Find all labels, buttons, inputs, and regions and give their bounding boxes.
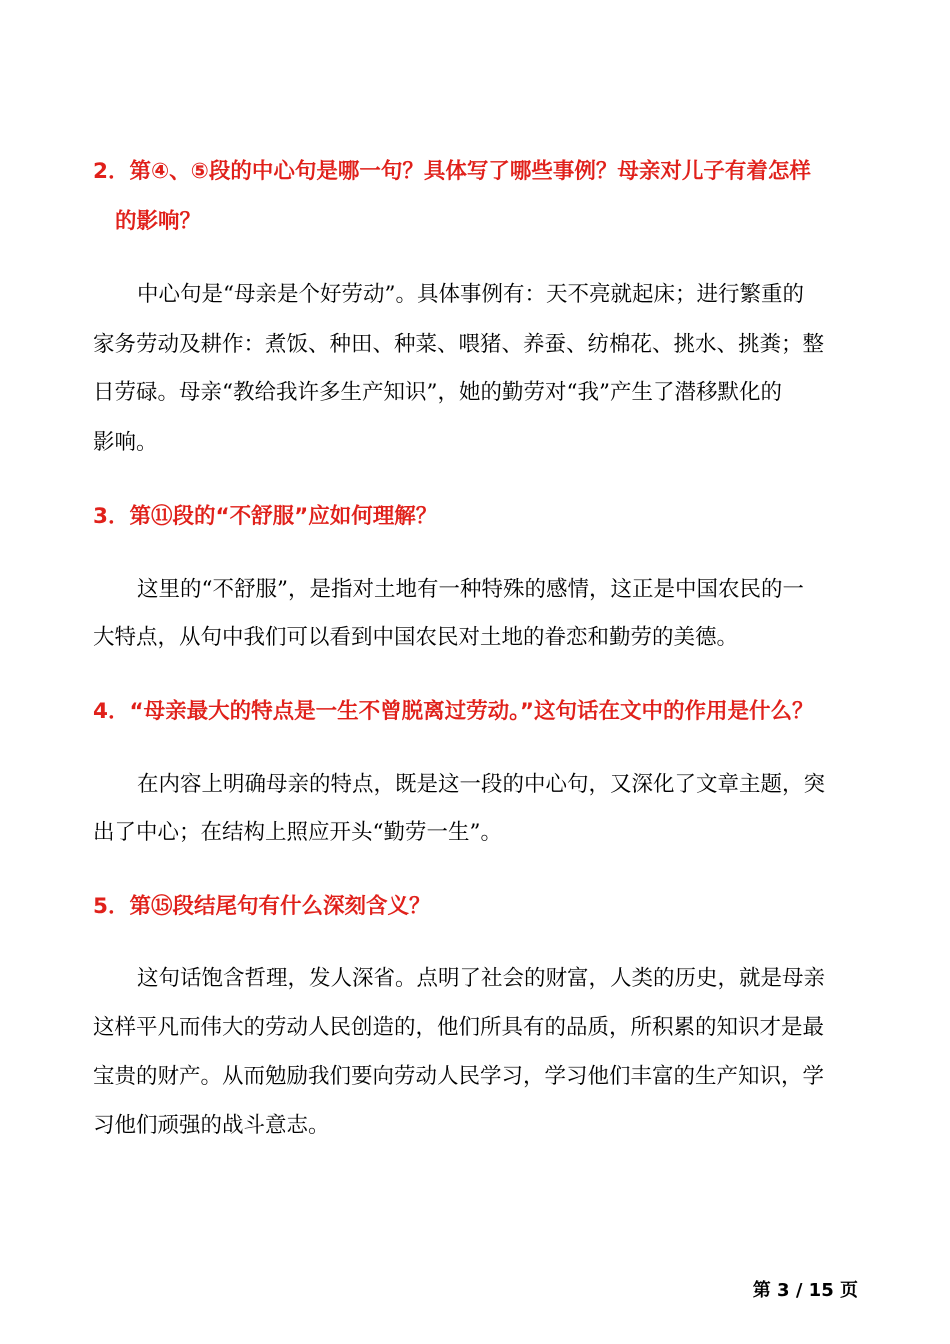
answer-2-line-3: 日劳碌。母亲“教给我许多生产知识”，她的勤劳对“我”产生了潜移默化的 <box>93 380 782 405</box>
answer-3-line-2: 大特点，从句中我们可以看到中国农民对土地的眷恋和勤劳的美德。 <box>93 625 739 650</box>
answer-5-line-3: 宝贵的财产。从而勉励我们要向劳动人民学习，学习他们丰富的生产知识，学 <box>93 1064 825 1089</box>
answer-2-line-2: 家务劳动及耕作：煮饭、种田、种菜、喂猪、养蚕、纺棉花、挑水、挑粪；整 <box>93 332 825 357</box>
answer-2-line-1: 中心句是“母亲是个好劳动”。具体事例有：天不亮就起床；进行繁重的 <box>137 282 804 307</box>
answer-5-line-4: 习他们顽强的战斗意志。 <box>93 1113 330 1138</box>
answer-4-line-2: 出了中心；在结构上照应开头“勤劳一生”。 <box>93 820 502 845</box>
page-number: 第 3 / 15 页 <box>752 1280 858 1301</box>
question-2-line-1: 2．第④、⑤段的中心句是哪一句？具体写了哪些事例？母亲对儿子有着怎样 <box>93 159 811 184</box>
question-5-line-1: 5．第⑮段结尾句有什么深刻含义？ <box>93 894 431 919</box>
question-4-line-1: 4．“母亲最大的特点是一生不曾脱离过劳动。”这句话在文中的作用是什么？ <box>93 699 814 724</box>
question-2-line-2: 的影响？ <box>115 209 202 234</box>
answer-2-line-4: 影响。 <box>93 430 158 455</box>
question-3-line-1: 3．第⑪段的“不舒服”应如何理解？ <box>93 504 438 529</box>
answer-4-line-1: 在内容上明确母亲的特点，既是这一段的中心句，又深化了文章主题，突 <box>137 772 826 797</box>
answer-5-line-2: 这样平凡而伟大的劳动人民创造的，他们所具有的品质，所积累的知识才是最 <box>93 1015 825 1040</box>
answer-5-line-1: 这句话饱含哲理，发人深省。点明了社会的财富，人类的历史，就是母亲 <box>137 966 826 991</box>
answer-3-line-1: 这里的“不舒服”，是指对土地有一种特殊的感情，这正是中国农民的一 <box>137 577 804 602</box>
